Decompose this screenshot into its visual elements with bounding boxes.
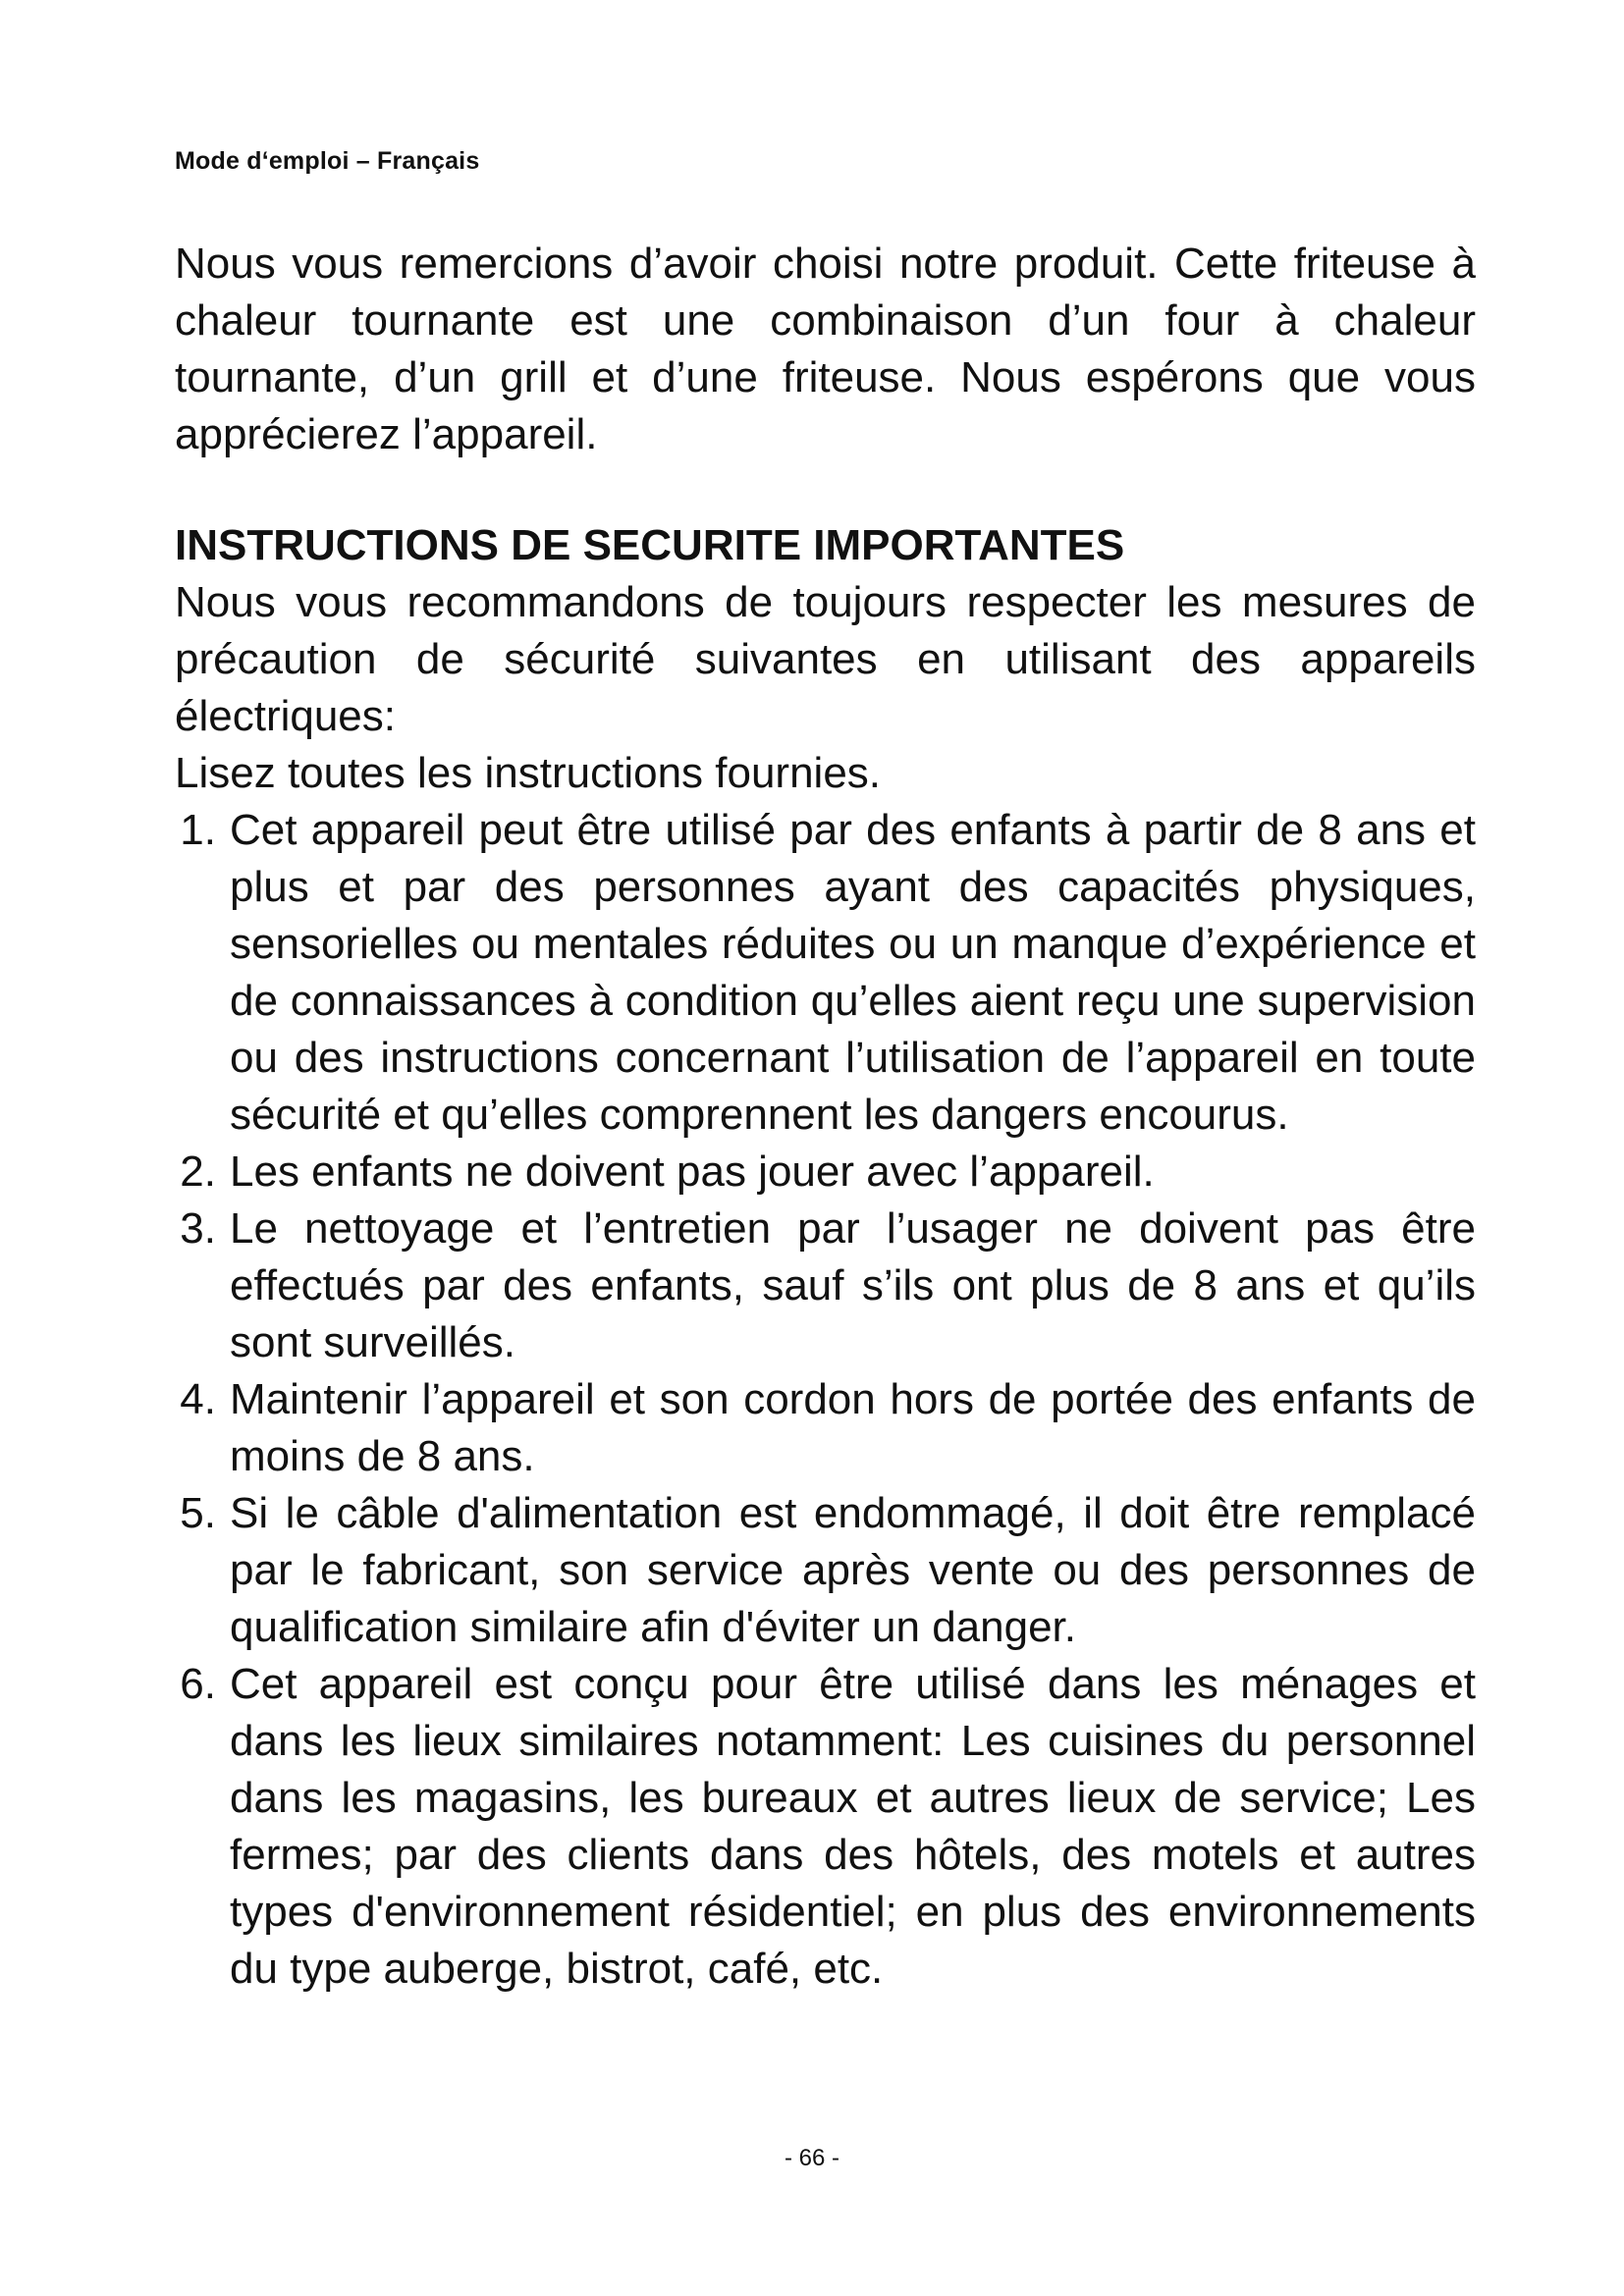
intro-paragraph: Nous vous remercions d’avoir choisi notre produit. Cette friteuse à chaleur tournante est une combinaison d’un four à chaleur tournante, d’un grill et d’une friteuse. Nous espérons que vous apprécierez l’appareil. [175, 240, 1476, 458]
list-item-number: 6. [180, 1660, 216, 1708]
page-header: Mode d‘emploi – Français [175, 147, 480, 175]
list-item-number: 2. [180, 1148, 216, 1196]
list-item [175, 1201, 1476, 1371]
list-item-text: Maintenir l’appareil et son cordon hors de portée des enfants de moins de 8 ans. [230, 1375, 1476, 1480]
list-item-number: 1. [180, 806, 216, 854]
list-item [175, 1371, 1476, 1485]
safety-list [175, 802, 1476, 1998]
list-item-text: Si le câble d'alimentation est endommagé, il doit être remplacé par le fabricant, son service après vente ou des personnes de qualification similaire afin d'éviter un danger. [230, 1489, 1476, 1651]
list-item-number: 4. [180, 1375, 216, 1423]
list-item-number: 5. [180, 1489, 216, 1537]
page-content [175, 236, 1476, 1998]
list-item-text: Les enfants ne doivent pas jouer avec l’appareil. [230, 1148, 1155, 1196]
list-item-text: Cet appareil peut être utilisé par des enfants à partir de 8 ans et plus et par des personnes ayant des capacités physiques, sensorielles ou mentales réduites ou un manque d’expérience et de connaissances à condition qu’elles aient reçu une supervision ou des instructions concernant l’utilisation de l’appareil en toute sécurité et qu’elles comprennent les dangers encourus. [230, 806, 1476, 1139]
list-item [175, 1144, 1476, 1201]
list-item [175, 802, 1476, 1144]
list-item-number: 3. [180, 1204, 216, 1253]
read-all-instructions: Lisez toutes les instructions fournies. [175, 749, 882, 797]
safety-intro: Nous vous recommandons de toujours respecter les mesures de précaution de sécurité suivantes en utilisant des appareils électriques: [175, 578, 1476, 740]
safety-heading: INSTRUCTIONS DE SECURITE IMPORTANTES [175, 521, 1125, 569]
page-number: - 66 - [784, 2145, 839, 2171]
list-item-text: Le nettoyage et l’entretien par l’usager ne doivent pas être effectués par des enfants, sauf s’ils ont plus de 8 ans et qu’ils sont surveillés. [230, 1204, 1476, 1366]
list-item [175, 1656, 1476, 1998]
list-item-text: Cet appareil est conçu pour être utilisé dans les ménages et dans les lieux similaires notamment: Les cuisines du personnel dans les magasins, les bureaux et autres lieux de service; Les fermes; par des clients dans des hôtels, des motels et autres types d'environnement résidentiel; en plus des environnements du type auberge, bistrot, café, etc. [230, 1660, 1476, 1993]
list-item [175, 1485, 1476, 1656]
